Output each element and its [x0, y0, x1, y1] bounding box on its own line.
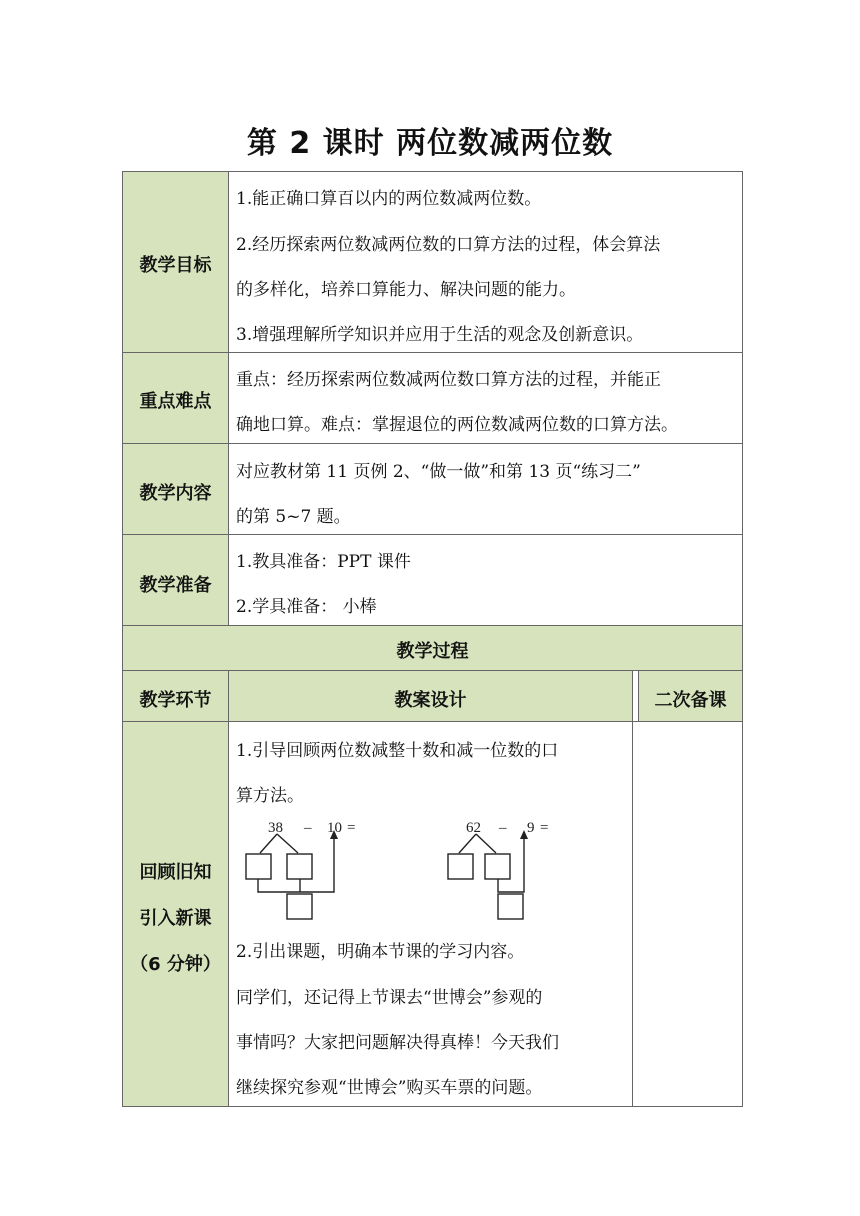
- goals-line: 3.增强理解所学知识并应用于生活的观念及创新意识。: [236, 325, 644, 345]
- stage1-step2-line: 2.引出课题，明确本节课的学习内容。: [236, 942, 525, 962]
- col-design-header: 教案设计: [394, 690, 467, 711]
- table-row-divider: [122, 721, 743, 722]
- keypoints-line: 确地口算。难点：掌握退位的两位数减两位数的口算方法。: [236, 415, 678, 435]
- diagram-a-eq: =: [347, 820, 356, 836]
- table-col-divider: [228, 670, 229, 1107]
- table-row-divider: [122, 625, 743, 626]
- table-col-divider: [228, 171, 229, 626]
- keypoints-line: 重点：经历探索两位数减两位数口算方法的过程，并能正: [236, 370, 661, 390]
- stage1-label-line: 回顾旧知: [139, 862, 212, 883]
- keypoints-label: 重点难点: [139, 391, 212, 412]
- content-line: 的第 5~7 题。: [236, 507, 351, 527]
- diagram-b-num2: 9: [527, 820, 535, 836]
- diagram-a-num1: 38: [268, 820, 283, 836]
- content-label: 教学内容: [139, 483, 212, 504]
- subtraction-diagrams: [232, 812, 628, 924]
- table-row-divider: [122, 352, 743, 353]
- table-row-divider: [122, 670, 743, 671]
- goals-line: 1.能正确口算百以内的两位数减两位数。: [236, 189, 542, 209]
- page-title: 第 2 课时 两位数减两位数: [246, 126, 614, 161]
- diagram-a-op: –: [304, 820, 312, 836]
- stage1-label-line: 引入新课: [139, 908, 212, 929]
- diagram-b-op: –: [499, 820, 507, 836]
- table-col-divider: [632, 670, 633, 1107]
- col-stage-header: 教学环节: [139, 690, 212, 711]
- goals-label: 教学目标: [139, 255, 212, 276]
- stage1-step1-line: 算方法。: [236, 786, 304, 806]
- prep-label: 教学准备: [139, 575, 212, 596]
- process-header: 教学过程: [396, 641, 469, 662]
- diagram-b-eq: =: [540, 820, 549, 836]
- table-border-top: [122, 171, 743, 172]
- goals-line: 2.经历探索两位数减两位数的口算方法的过程，体会算法: [236, 235, 661, 255]
- diagram-a-num2: 10: [327, 820, 342, 836]
- diagram-b-num1: 62: [466, 820, 481, 836]
- col-second-header: 二次备课: [654, 690, 727, 711]
- table-border-right: [742, 171, 743, 1107]
- table-border-bottom: [122, 1106, 743, 1107]
- stage1-step1-line: 1.引导回顾两位数减整十数和减一位数的口: [236, 741, 559, 761]
- stage1-para-line: 继续探究参观“世博会”购买车票的问题。: [236, 1078, 543, 1098]
- stage1-para-line: 同学们，还记得上节课去“世博会”参观的: [236, 988, 543, 1008]
- stage1-para-line: 事情吗？大家把问题解决得真棒！今天我们: [236, 1033, 559, 1053]
- prep-line: 1.教具准备：PPT 课件: [236, 552, 411, 572]
- table-row-divider: [122, 443, 743, 444]
- prep-line: 2.学具准备： 小棒: [236, 597, 377, 617]
- goals-line: 的多样化，培养口算能力、解决问题的能力。: [236, 280, 576, 300]
- stage1-label-line: （6 分钟）: [130, 954, 221, 975]
- content-line: 对应教材第 11 页例 2、“做一做”和第 13 页“练习二”: [236, 462, 641, 482]
- table-row-divider: [122, 534, 743, 535]
